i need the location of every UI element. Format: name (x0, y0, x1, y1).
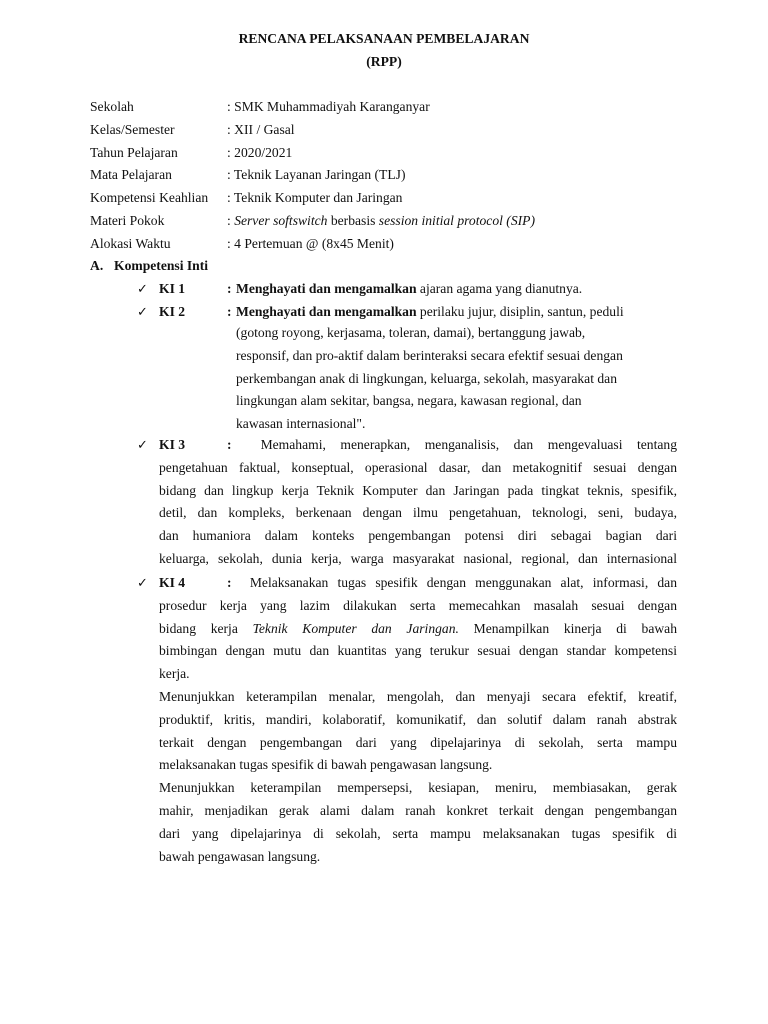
ki-rest: ajaran agama yang dianutnya. (416, 281, 583, 296)
ki-text: Melaksanakan tugas spesifik dengan menggunakan alat, informasi, dan (249, 575, 677, 590)
info-value: : 2020/2021 (227, 144, 293, 160)
info-value: : XII / Gasal (227, 121, 295, 137)
info-label: Sekolah (90, 99, 134, 114)
info-label: Mata Pelajaran (90, 167, 172, 183)
ki-2-continuation (236, 322, 623, 436)
ki-line: dari yang dipelajarinya di sekolah, serta mampu melaksanakan tugas spesifik di (159, 825, 677, 841)
ki-line: perkembangan anak di lingkungan, keluarga, sekolah, masyarakat dan (236, 370, 617, 386)
ki-colon: : (227, 281, 232, 296)
ki-line: pengetahuan faktual, konseptual, operasional dasar, dan metakognitif sesuai dengan (159, 459, 677, 475)
document-title: RENCANA PELAKSANAAN PEMBELAJARAN (238, 31, 530, 46)
info-label: Alokasi Waktu (90, 235, 171, 251)
ki-4-paragraph (159, 572, 677, 868)
ki-3-item (137, 437, 186, 453)
document-subtitle: (RPP) (366, 54, 402, 69)
ki-line: bidang dan lingkup kerja Teknik Komputer dan Jaringan pada tingkat teknis, spesifik, (159, 482, 677, 498)
info-colon: : (227, 212, 235, 228)
ki-line: Menunjukkan keterampilan mempersepsi, kesiapan, meniru, membiasakan, gerak (159, 780, 677, 796)
ki-line: bawah pengawasan langsung. (159, 848, 321, 864)
ki-3-paragraph (159, 434, 677, 571)
ki-code: KI 4 (159, 575, 186, 590)
checkmark-icon: ✓ (137, 282, 148, 297)
ki-line: mahir, menjadikan gerak alami dalam ranah konkret terkait dengan pengembangan (159, 802, 677, 818)
info-label: Kompetensi Keahlian (90, 190, 209, 206)
info-text: berbasis (327, 212, 379, 228)
info-label: Tahun Pelajaran (90, 144, 178, 160)
checkmark-icon: ✓ (137, 438, 148, 453)
section-heading-kompetensi-inti (90, 258, 208, 274)
ki-line: kerja. (159, 666, 190, 682)
ki-line: dan humaniora dalam konteks pengembangan potensi diri sebagai bagian dari (159, 528, 677, 544)
ki-line: lingkungan alam sekitar, bangsa, negara, kawasan regional, dan (236, 393, 582, 409)
ki-lead: Menghayati dan mengamalkan (236, 281, 417, 296)
ki-code: KI 2 (159, 304, 186, 319)
ki-2-item (137, 304, 624, 320)
ki-line: prosedur kerja yang lazim dilakukan serta memecahkan masalah sesuai dengan (159, 597, 677, 613)
section-letter: A. (90, 258, 104, 273)
ki-line: Menunjukkan keterampilan menalar, mengolah, dan menyaji secara efektif, kreatif, (159, 688, 677, 704)
ki-italic: Teknik Komputer dan Jaringan. (252, 620, 459, 636)
ki-rest: perilaku jujur, disiplin, santun, peduli (416, 304, 624, 319)
ki-line: (gotong royong, kerjasama, toleran, damai), bertanggung jawab, (236, 325, 586, 340)
ki-line: keluarga, sekolah, dunia kerja, warga masyarakat nasional, regional, dan internasional (159, 550, 677, 566)
info-value: : Teknik Layanan Jaringan (TLJ) (227, 167, 406, 183)
info-value: : Teknik Komputer dan Jaringan (227, 190, 403, 206)
ki-lead: Menghayati dan mengamalkan (236, 304, 417, 319)
ki-text: bidang kerja (159, 620, 253, 636)
checkmark-icon: ✓ (137, 576, 148, 591)
ki-line: terkait dengan pengembangan dari yang dipelajarinya di sekolah, serta mampu (159, 734, 677, 750)
ki-colon: : (227, 437, 232, 452)
ki-colon: : (227, 575, 232, 590)
info-label: Materi Pokok (90, 212, 165, 228)
ki-line (159, 618, 677, 641)
ki-colon: : (227, 304, 232, 319)
ki-line: kawasan internasional". (236, 416, 366, 432)
info-italic: Server softswitch (234, 212, 328, 228)
ki-text: Memahami, menerapkan, menganalisis, dan mengevaluasi tentang (260, 437, 678, 452)
checkmark-icon: ✓ (137, 305, 148, 320)
ki-1-item (137, 281, 583, 297)
ki-line: melaksanakan tugas spesifik di bawah pengawasan langsung. (159, 757, 493, 773)
ki-line: responsif, dan pro-aktif dalam berinteraksi secara efektif sesuai dengan (236, 347, 623, 363)
ki-text (236, 281, 582, 297)
section-title: Kompetensi Inti (114, 258, 209, 273)
ki-4-item (137, 575, 186, 591)
ki-text (236, 304, 624, 320)
info-label: Kelas/Semester (90, 121, 175, 137)
info-value: : 4 Pertemuan @ (8x45 Menit) (227, 235, 394, 251)
ki-line: detil, dan kompleks, berkenaan dengan ilmu pengetahuan, teknologi, seni, budaya, (159, 505, 677, 521)
ki-first-line (159, 572, 677, 595)
ki-first-line (159, 434, 677, 457)
info-italic: session initial protocol (SIP) (378, 212, 535, 228)
ki-code: KI 1 (159, 281, 186, 296)
ki-line: bimbingan dengan mutu dan kuantitas yang terukur sesuai dengan standar kompetensi (159, 643, 677, 659)
ki-text: Menampilkan kinerja di bawah (458, 620, 678, 636)
info-value: : SMK Muhammadiyah Karanganyar (227, 99, 430, 114)
ki-code: KI 3 (159, 437, 186, 452)
info-value (227, 213, 535, 229)
ki-line: produktif, kritis, mandiri, kolaboratif, komunikatif, dan solutif dalam ranah abstrak (159, 711, 677, 727)
